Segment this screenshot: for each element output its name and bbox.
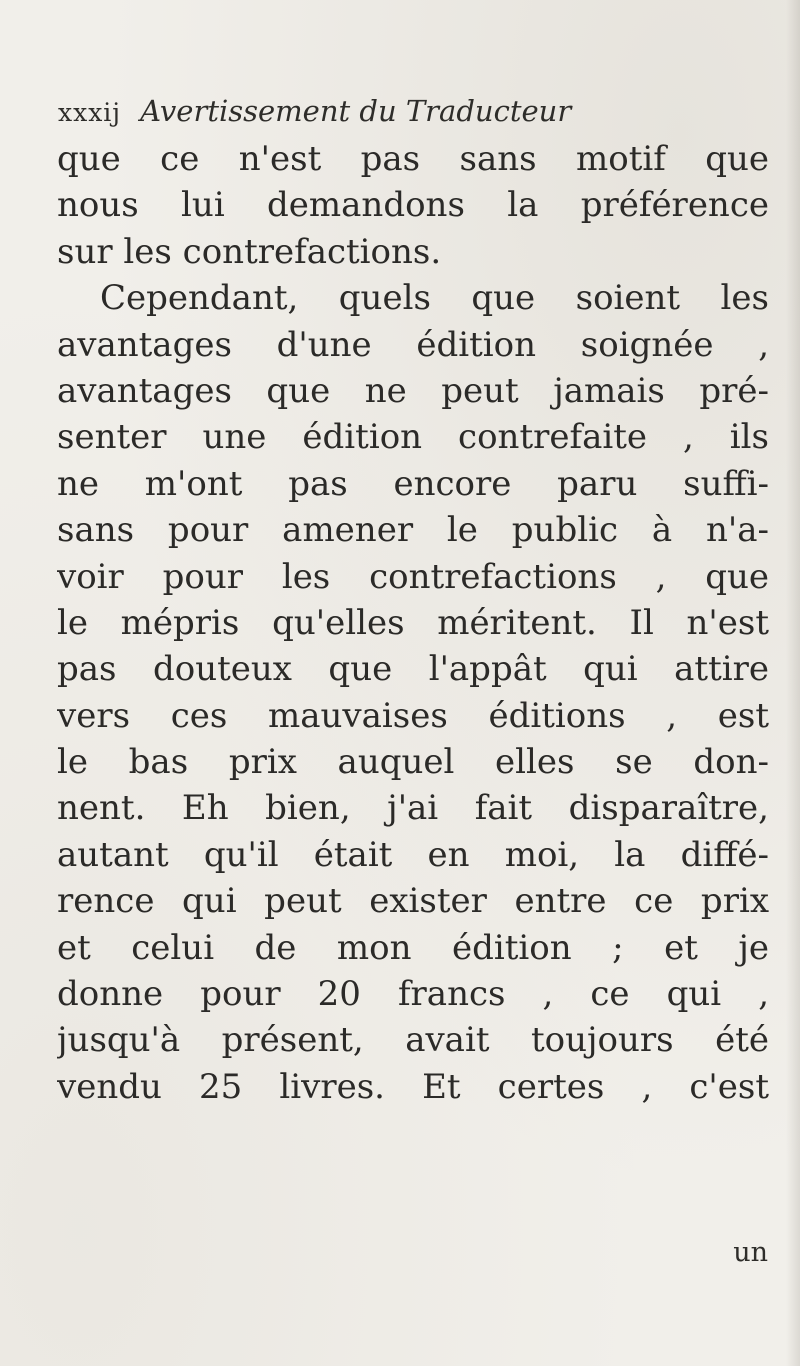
running-header (58, 94, 758, 134)
text-line: nent. Eh bien, j'ai fait disparaître, (57, 788, 769, 829)
text-line: vendu 25 livres. Et certes , c'est (57, 1066, 769, 1107)
text-line: nous lui demandons la préférence (57, 185, 769, 226)
body-text (57, 136, 769, 1110)
catchword: un (733, 1237, 768, 1268)
text-line-paragraph-start: Cependant, quels que soient les (100, 278, 769, 319)
text-line: et celui de mon édition ; et je (57, 927, 769, 968)
text-line: rence qui peut exister entre ce prix (57, 881, 769, 922)
text-line: senter une édition contrefaite , ils (57, 417, 769, 458)
text-line: donne pour 20 francs , ce qui , (57, 974, 769, 1015)
text-line: le bas prix auquel elles se don- (57, 742, 769, 783)
text-line: que ce n'est pas sans motif que (57, 139, 769, 179)
running-title: Avertissement du Traducteur (140, 94, 572, 128)
text-line: voir pour les contrefactions , que (57, 556, 769, 597)
page-edge-shadow (786, 0, 800, 1366)
text-line: vers ces mauvaises éditions , est (57, 695, 769, 736)
text-line: ne m'ont pas encore paru suffi- (57, 463, 769, 504)
text-line: avantages que ne peut jamais pré- (57, 370, 769, 411)
page-number: xxxij (58, 98, 122, 127)
text-line: autant qu'il était en moi, la diffé- (57, 834, 769, 875)
text-line: pas douteux que l'appât qui attire (57, 649, 769, 690)
text-line: avantages d'une édition soignée , (57, 324, 769, 365)
text-line: jusqu'à présent, avait toujours été (57, 1020, 769, 1061)
text-line: le mépris qu'elles méritent. Il n'est (57, 602, 769, 643)
text-line: sans pour amener le public à n'a- (57, 510, 769, 551)
text-line-paragraph-end: sur les contrefactions. (57, 231, 442, 272)
